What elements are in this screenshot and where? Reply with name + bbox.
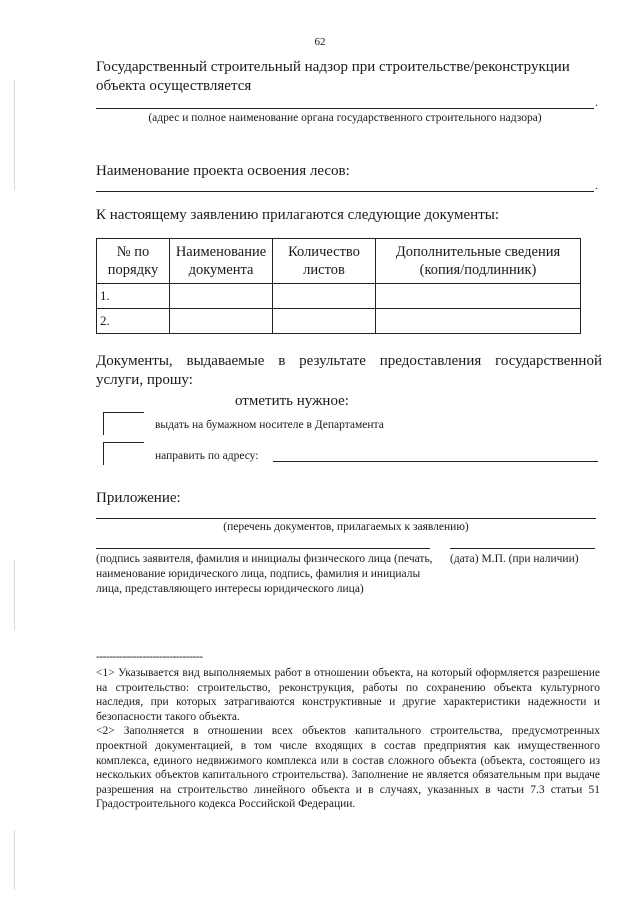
table-cell[interactable] (170, 309, 273, 334)
project-line (96, 191, 594, 192)
supervision-end-punct: . (595, 97, 598, 109)
scan-margin-mark (14, 830, 15, 890)
table-cell[interactable] (376, 284, 581, 309)
page-number: 62 (314, 36, 326, 48)
date-caption: (дата) М.П. (при наличии) (450, 553, 579, 565)
scan-margin-mark (14, 560, 15, 630)
signature-caption: (подпись заявителя, фамилия и инициалы физического лица (печать, наименование юридического лица, подпись, фамилия и инициалы лица, представляющего интересы юридического лица) (96, 553, 433, 595)
option-paper-label: выдать на бумажном носителе в Департамента (155, 419, 384, 431)
attachment-label: Приложение: (96, 490, 181, 506)
option-address-label: направить по адресу: (155, 450, 259, 462)
footnotes (96, 666, 600, 812)
table-header-row (97, 239, 581, 284)
checkbox-paper[interactable] (103, 412, 144, 435)
table-cell[interactable] (170, 284, 273, 309)
header-number: № по порядку (97, 239, 170, 284)
project-label: Наименование проекта освоения лесов: (96, 163, 350, 179)
signature-line (96, 548, 430, 549)
table-row (97, 309, 581, 334)
table-cell[interactable] (376, 309, 581, 334)
table-cell[interactable] (273, 284, 376, 309)
supervision-caption: (адрес и полное наименование органа государственного строительного надзора) (148, 112, 542, 124)
project-end-punct: . (595, 180, 598, 192)
table-cell: 1. (97, 284, 170, 309)
documents-intro: К настоящему заявлению прилагаются следующие документы: (96, 207, 500, 223)
address-line (273, 461, 598, 462)
table-cell: 2. (97, 309, 170, 334)
documents-table (96, 238, 581, 334)
supervision-line (96, 108, 594, 109)
attachment-line (96, 518, 596, 519)
scan-margin-mark (14, 80, 15, 190)
header-sheets: Количество листов (273, 239, 376, 284)
footnote-1: <1> Указывается вид выполняемых работ в отношении объекта, на который оформляется разрешение на строительство: строительство, реконструкция, работы по сохранению объекта культурного наследия, при которых затрагиваются конструктивные и другие характеристики надежности и безопасности такого объекта. (96, 667, 600, 723)
header-extra: Дополнительные сведения (копия/подлинник) (376, 239, 581, 284)
checkbox-address[interactable] (103, 442, 144, 465)
footnote-separator: -------------------------------- (96, 651, 203, 663)
result-text: Документы, выдаваемые в результате предоставления государственной услуги, прошу: (96, 353, 602, 388)
supervision-text: Государственный строительный надзор при строительстве/реконструкции объекта осуществляется (96, 59, 570, 94)
attachment-caption: (перечень документов, прилагаемых к заявлению) (223, 521, 469, 533)
table-row (97, 284, 581, 309)
footnote-2: <2> Заполняется в отношении всех объектов капитального строительства, предусмотренных проектной документацией, в том числе входящих в состав предприятия как имущественного комплекса, единого недвижимого комплекса или в состав сложного объекта (объекта, состоящего из нескольких объектов капитального строительства). Заполнение не является обязательным при выдаче разрешения на строительство линейного объекта и в случаях, указанных в части 7.3 статьи 51 Градостроительного кодекса Российской Федерации. (96, 725, 600, 811)
header-name: Наименование документа (170, 239, 273, 284)
result-hint: отметить нужное: (235, 393, 349, 409)
date-line (450, 548, 595, 549)
table-cell[interactable] (273, 309, 376, 334)
